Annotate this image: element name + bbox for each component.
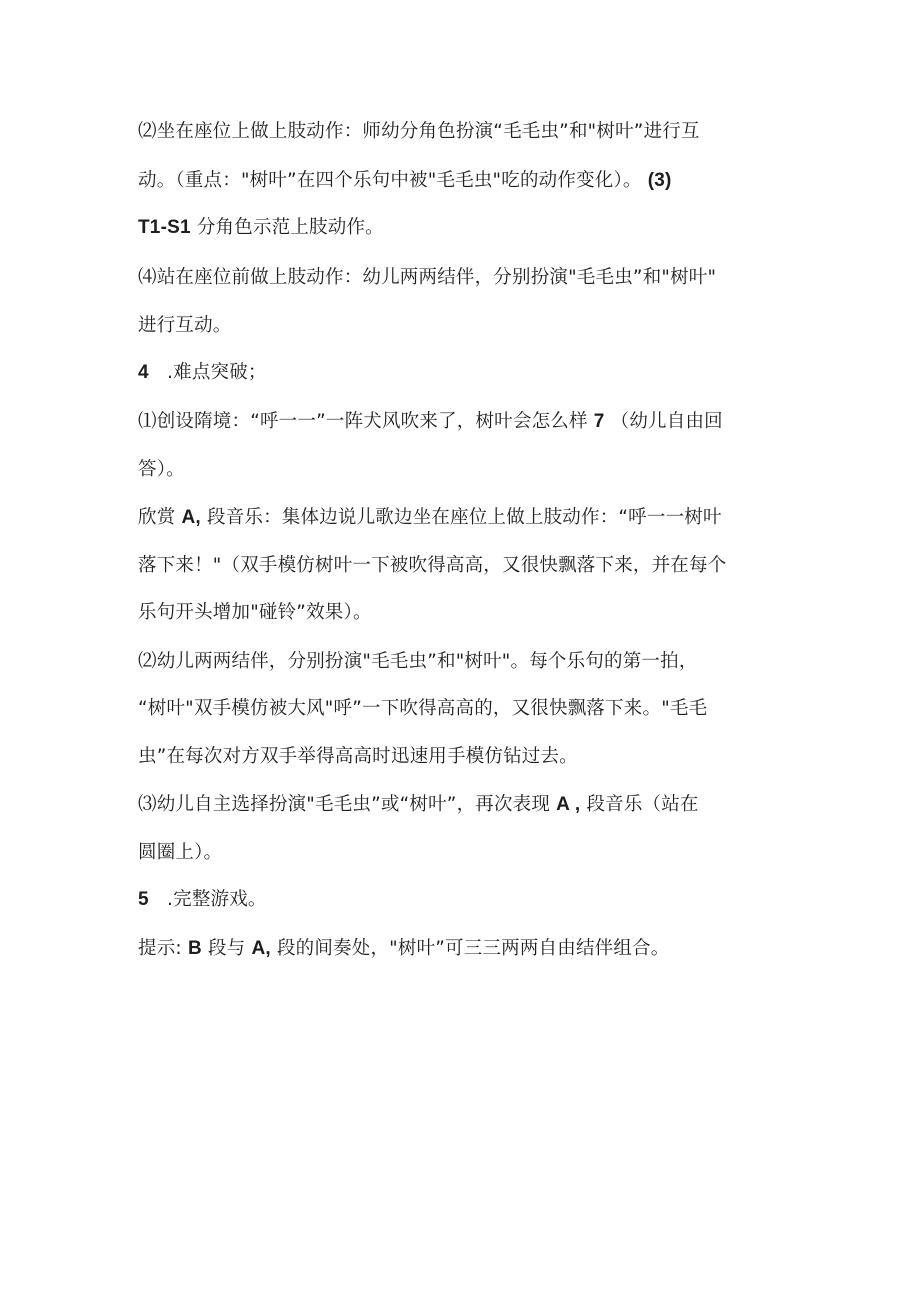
text-run: ⑴创设隋境：“呼一一”一阵犬风吹来了，树叶会怎么样 [138,411,588,432]
text-run: .难点突破； [154,362,267,383]
text-run: （幼儿自由回 [610,411,723,432]
section-heading [138,888,267,912]
text-run: 段音乐（站在 [586,794,699,815]
text-run-bold: A , [556,794,581,815]
text-line [138,650,698,674]
text-line [138,793,699,817]
text-run: 虫”在每次对方双手举得高高时迅速用手模仿钻过去。 [138,746,578,767]
text-line [138,314,232,338]
text-line [138,841,222,865]
text-run: 乐句开头增加"碰铃”效果）。 [138,602,372,623]
text-run: 圆圈上）。 [138,842,223,863]
text-line [138,601,372,625]
text-run-bold: A, [181,507,201,528]
section-number: 5 [138,889,149,910]
text-run: ⑷站在座位前做上肢动作：幼儿两两结伴，分别扮演"毛毛虫”和"树叶" [138,267,717,288]
text-line [138,266,716,290]
text-run: “树叶"双手模仿被大风"呼”一下吹得高高的，又很快飘落下来。"毛毛 [138,698,708,719]
text-run: 答）。 [138,459,185,480]
text-run-bold: 7 [593,411,605,432]
text-run: 分角色示范上肢动作。 [196,217,384,238]
text-line [138,506,722,530]
text-line [138,216,384,240]
text-line [138,169,672,193]
text-line [138,697,707,721]
text-line [138,120,700,144]
text-run: ⑶幼儿自主选择扮演"毛毛虫”或“树叶”，再次表现 [138,794,551,815]
text-run-bold: T1-S1 [138,217,191,238]
text-run-bold: B [187,938,202,959]
text-run: 欣赏 [138,507,176,528]
text-line [138,937,669,961]
text-run: 提示: [138,938,182,959]
text-run: ⑵幼儿两两结伴，分别扮演"毛毛虫”和"树叶"。每个乐句的第一拍， [138,651,698,672]
text-run: 落下来！"（双手模仿树叶一下被吹得高高，又很快飘落下来，并在每个 [138,555,727,576]
text-run: 动。（重点："树叶”在四个乐句中被"毛毛虫"吃的动作变化）。 [138,170,642,191]
text-line [138,745,578,769]
section-heading [138,361,267,385]
text-run: 段音乐：集体边说儿歌边坐在座位上做上肢动作：“呼一一树叶 [207,507,722,528]
text-run: 段与 [207,938,246,959]
text-run: ⑵坐在座位上做上肢动作：师幼分角色扮演“毛毛虫”和"树叶”进行互 [138,121,700,142]
text-run: 段的间奏处，"树叶”可三三两两自由结伴组合。 [276,938,670,959]
text-run: 进行互动。 [138,315,232,336]
text-line [138,410,723,434]
text-run: .完整游戏。 [154,889,267,910]
text-run-bold: A, [251,938,271,959]
section-number: 4 [138,362,149,383]
text-line [138,554,726,578]
text-line [138,458,185,482]
text-run-bold: (3) [647,170,672,191]
